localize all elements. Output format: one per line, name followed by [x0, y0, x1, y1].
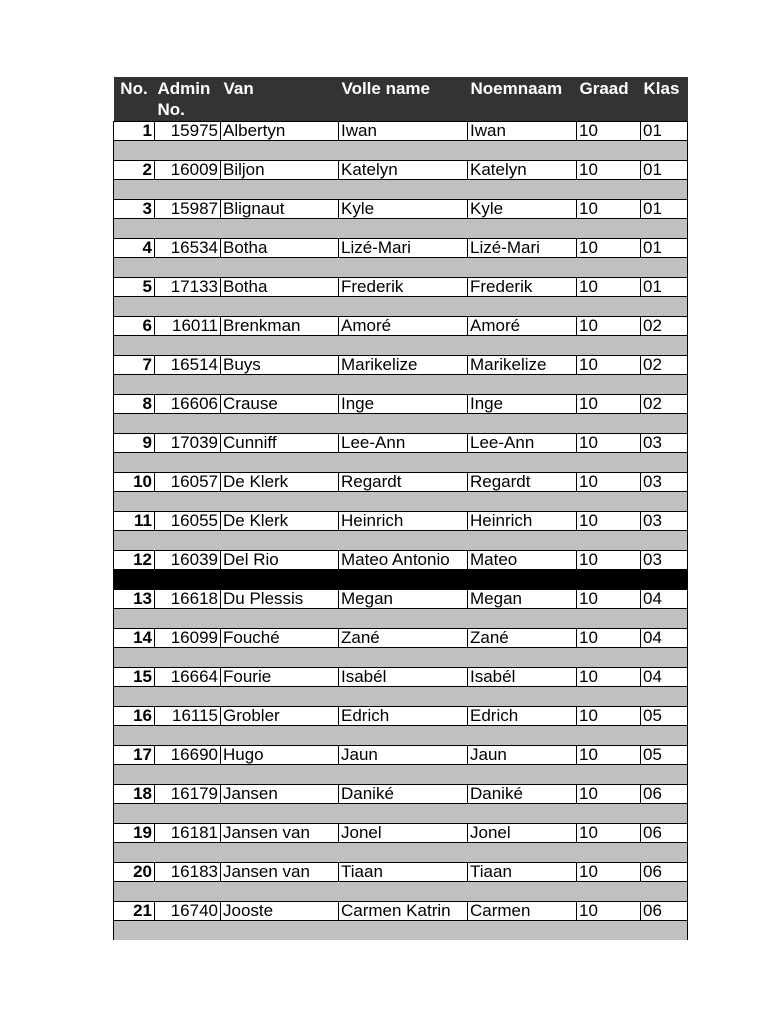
- cell-admin-no: 16039: [155, 551, 221, 570]
- table-row: [114, 629, 688, 648]
- cell-admin-no: 16690: [155, 746, 221, 765]
- row-separator: [114, 648, 688, 668]
- cell-noemnaam: Iwan: [468, 122, 577, 141]
- cell-klas: 03: [641, 473, 688, 492]
- cell-no: 3: [114, 200, 155, 219]
- separator-cell: [114, 804, 688, 824]
- cell-admin-no: 16009: [155, 161, 221, 180]
- cell-klas: 01: [641, 161, 688, 180]
- cell-noemnaam: Jaun: [468, 746, 577, 765]
- cell-van: Cunniff: [221, 434, 339, 453]
- cell-noemnaam: Regardt: [468, 473, 577, 492]
- cell-volle-name: Tiaan: [339, 863, 468, 882]
- table-row: [114, 278, 688, 297]
- cell-graad: 10: [577, 161, 641, 180]
- separator-cell: [114, 375, 688, 395]
- table-row: [114, 473, 688, 492]
- cell-klas: 05: [641, 746, 688, 765]
- cell-no: 21: [114, 902, 155, 921]
- cell-graad: 10: [577, 629, 641, 648]
- row-separator: [114, 180, 688, 200]
- cell-no: 2: [114, 161, 155, 180]
- cell-klas: 03: [641, 551, 688, 570]
- cell-klas: 06: [641, 785, 688, 804]
- row-separator: [114, 336, 688, 356]
- cell-van: Blignaut: [221, 200, 339, 219]
- row-separator: [114, 765, 688, 785]
- cell-graad: 10: [577, 239, 641, 258]
- cell-volle-name: Kyle: [339, 200, 468, 219]
- cell-noemnaam: Daniké: [468, 785, 577, 804]
- table-row: [114, 746, 688, 765]
- cell-van: Fouché: [221, 629, 339, 648]
- cell-admin-no: 15987: [155, 200, 221, 219]
- cell-no: 18: [114, 785, 155, 804]
- cell-volle-name: Daniké: [339, 785, 468, 804]
- cell-graad: 10: [577, 473, 641, 492]
- cell-noemnaam: Tiaan: [468, 863, 577, 882]
- row-separator: [114, 609, 688, 629]
- cell-volle-name: Isabél: [339, 668, 468, 687]
- cell-no: 8: [114, 395, 155, 414]
- cell-graad: 10: [577, 512, 641, 531]
- cell-graad: 10: [577, 590, 641, 609]
- cell-noemnaam: Lizé-Mari: [468, 239, 577, 258]
- cell-van: Botha: [221, 278, 339, 297]
- cell-volle-name: Zané: [339, 629, 468, 648]
- cell-klas: 04: [641, 590, 688, 609]
- row-separator: [114, 843, 688, 863]
- row-separator: [114, 219, 688, 239]
- table-row: [114, 902, 688, 921]
- cell-no: 5: [114, 278, 155, 297]
- cell-noemnaam: Jonel: [468, 824, 577, 843]
- cell-graad: 10: [577, 707, 641, 726]
- cell-van: Jansen van: [221, 863, 339, 882]
- cell-admin-no: 17133: [155, 278, 221, 297]
- table-body: [114, 122, 688, 941]
- cell-klas: 05: [641, 707, 688, 726]
- row-separator: [114, 453, 688, 473]
- learner-table: [113, 77, 688, 940]
- cell-volle-name: Mateo Antonio: [339, 551, 468, 570]
- row-separator: [114, 258, 688, 278]
- cell-klas: 01: [641, 200, 688, 219]
- cell-volle-name: Jaun: [339, 746, 468, 765]
- separator-cell: [114, 336, 688, 356]
- cell-no: 4: [114, 239, 155, 258]
- cell-no: 7: [114, 356, 155, 375]
- row-separator: [114, 141, 688, 161]
- row-separator: [114, 414, 688, 434]
- separator-cell: [114, 492, 688, 512]
- cell-noemnaam: Zané: [468, 629, 577, 648]
- cell-no: 11: [114, 512, 155, 531]
- cell-admin-no: 16606: [155, 395, 221, 414]
- table-row: [114, 551, 688, 570]
- cell-admin-no: 16055: [155, 512, 221, 531]
- cell-van: Buys: [221, 356, 339, 375]
- cell-volle-name: Frederik: [339, 278, 468, 297]
- cell-admin-no: 16181: [155, 824, 221, 843]
- table-row: [114, 707, 688, 726]
- row-separator: [114, 804, 688, 824]
- cell-no: 10: [114, 473, 155, 492]
- cell-van: Crause: [221, 395, 339, 414]
- cell-noemnaam: Marikelize: [468, 356, 577, 375]
- cell-no: 6: [114, 317, 155, 336]
- cell-van: Jansen van: [221, 824, 339, 843]
- cell-no: 9: [114, 434, 155, 453]
- header-no: No.: [114, 77, 155, 122]
- table-row: [114, 590, 688, 609]
- cell-klas: 06: [641, 902, 688, 921]
- separator-cell: [114, 609, 688, 629]
- table-row: [114, 863, 688, 882]
- cell-no: 19: [114, 824, 155, 843]
- header-admin-no: Admin No.: [155, 77, 221, 122]
- cell-noemnaam: Frederik: [468, 278, 577, 297]
- separator-cell: [114, 570, 688, 590]
- cell-klas: 06: [641, 863, 688, 882]
- cell-no: 15: [114, 668, 155, 687]
- cell-van: Du Plessis: [221, 590, 339, 609]
- separator-cell: [114, 258, 688, 278]
- cell-klas: 01: [641, 239, 688, 258]
- cell-van: Fourie: [221, 668, 339, 687]
- cell-graad: 10: [577, 434, 641, 453]
- cell-admin-no: 16618: [155, 590, 221, 609]
- table-row: [114, 122, 688, 141]
- cell-volle-name: Inge: [339, 395, 468, 414]
- cell-no: 1: [114, 122, 155, 141]
- row-separator: [114, 726, 688, 746]
- table-row: [114, 239, 688, 258]
- cell-no: 17: [114, 746, 155, 765]
- separator-cell: [114, 414, 688, 434]
- cell-volle-name: Lee-Ann: [339, 434, 468, 453]
- cell-admin-no: 16514: [155, 356, 221, 375]
- table-row: [114, 317, 688, 336]
- cell-no: 12: [114, 551, 155, 570]
- cell-graad: 10: [577, 863, 641, 882]
- cell-admin-no: 15975: [155, 122, 221, 141]
- row-separator: [114, 570, 688, 590]
- separator-cell: [114, 297, 688, 317]
- separator-cell: [114, 453, 688, 473]
- row-separator: [114, 921, 688, 941]
- cell-noemnaam: Carmen: [468, 902, 577, 921]
- cell-admin-no: 16099: [155, 629, 221, 648]
- cell-admin-no: 16534: [155, 239, 221, 258]
- separator-cell: [114, 765, 688, 785]
- cell-klas: 06: [641, 824, 688, 843]
- row-separator: [114, 687, 688, 707]
- separator-cell: [114, 531, 688, 551]
- separator-cell: [114, 219, 688, 239]
- table-row: [114, 785, 688, 804]
- cell-van: De Klerk: [221, 512, 339, 531]
- cell-graad: 10: [577, 824, 641, 843]
- header-klas: Klas: [641, 77, 688, 122]
- cell-klas: 01: [641, 122, 688, 141]
- separator-cell: [114, 687, 688, 707]
- cell-van: Brenkman: [221, 317, 339, 336]
- header-row: [114, 77, 688, 122]
- cell-admin-no: 16183: [155, 863, 221, 882]
- cell-klas: 02: [641, 356, 688, 375]
- cell-admin-no: 16057: [155, 473, 221, 492]
- cell-van: Jooste: [221, 902, 339, 921]
- cell-van: Biljon: [221, 161, 339, 180]
- cell-volle-name: Carmen Katrin: [339, 902, 468, 921]
- cell-volle-name: Edrich: [339, 707, 468, 726]
- cell-no: 13: [114, 590, 155, 609]
- cell-admin-no: 16664: [155, 668, 221, 687]
- row-separator: [114, 531, 688, 551]
- separator-cell: [114, 921, 688, 941]
- table-row: [114, 824, 688, 843]
- cell-graad: 10: [577, 200, 641, 219]
- separator-cell: [114, 648, 688, 668]
- cell-klas: 04: [641, 668, 688, 687]
- table-row: [114, 512, 688, 531]
- separator-cell: [114, 180, 688, 200]
- cell-volle-name: Marikelize: [339, 356, 468, 375]
- cell-graad: 10: [577, 278, 641, 297]
- cell-volle-name: Regardt: [339, 473, 468, 492]
- cell-volle-name: Heinrich: [339, 512, 468, 531]
- cell-klas: 04: [641, 629, 688, 648]
- cell-klas: 03: [641, 512, 688, 531]
- cell-noemnaam: Lee-Ann: [468, 434, 577, 453]
- cell-noemnaam: Inge: [468, 395, 577, 414]
- row-separator: [114, 375, 688, 395]
- cell-admin-no: 16115: [155, 707, 221, 726]
- table-row: [114, 434, 688, 453]
- cell-admin-no: 16011: [155, 317, 221, 336]
- cell-no: 16: [114, 707, 155, 726]
- cell-van: Albertyn: [221, 122, 339, 141]
- cell-graad: 10: [577, 668, 641, 687]
- header-volle-name: Volle name: [339, 77, 468, 122]
- cell-admin-no: 16740: [155, 902, 221, 921]
- header-graad: Graad: [577, 77, 641, 122]
- table-row: [114, 161, 688, 180]
- separator-cell: [114, 843, 688, 863]
- cell-noemnaam: Edrich: [468, 707, 577, 726]
- cell-noemnaam: Megan: [468, 590, 577, 609]
- cell-graad: 10: [577, 317, 641, 336]
- cell-volle-name: Katelyn: [339, 161, 468, 180]
- row-separator: [114, 297, 688, 317]
- cell-graad: 10: [577, 902, 641, 921]
- cell-volle-name: Iwan: [339, 122, 468, 141]
- cell-noemnaam: Katelyn: [468, 161, 577, 180]
- cell-klas: 03: [641, 434, 688, 453]
- cell-admin-no: 17039: [155, 434, 221, 453]
- cell-graad: 10: [577, 395, 641, 414]
- cell-graad: 10: [577, 746, 641, 765]
- cell-volle-name: Amoré: [339, 317, 468, 336]
- header-van: Van: [221, 77, 339, 122]
- cell-graad: 10: [577, 356, 641, 375]
- cell-noemnaam: Amoré: [468, 317, 577, 336]
- cell-noemnaam: Mateo: [468, 551, 577, 570]
- cell-klas: 02: [641, 317, 688, 336]
- table-row: [114, 200, 688, 219]
- cell-no: 14: [114, 629, 155, 648]
- header-noemnaam: Noemnaam: [468, 77, 577, 122]
- table-row: [114, 668, 688, 687]
- separator-cell: [114, 882, 688, 902]
- cell-van: Hugo: [221, 746, 339, 765]
- cell-van: Grobler: [221, 707, 339, 726]
- row-separator: [114, 492, 688, 512]
- cell-graad: 10: [577, 551, 641, 570]
- separator-cell: [114, 726, 688, 746]
- table-row: [114, 356, 688, 375]
- cell-van: Del Rio: [221, 551, 339, 570]
- separator-cell: [114, 141, 688, 161]
- cell-admin-no: 16179: [155, 785, 221, 804]
- cell-van: Botha: [221, 239, 339, 258]
- cell-no: 20: [114, 863, 155, 882]
- cell-graad: 10: [577, 122, 641, 141]
- cell-volle-name: Megan: [339, 590, 468, 609]
- class-list-sheet: [113, 77, 687, 940]
- cell-noemnaam: Heinrich: [468, 512, 577, 531]
- cell-klas: 02: [641, 395, 688, 414]
- cell-van: Jansen: [221, 785, 339, 804]
- cell-graad: 10: [577, 785, 641, 804]
- row-separator: [114, 882, 688, 902]
- cell-volle-name: Lizé-Mari: [339, 239, 468, 258]
- cell-van: De Klerk: [221, 473, 339, 492]
- cell-noemnaam: Kyle: [468, 200, 577, 219]
- cell-klas: 01: [641, 278, 688, 297]
- cell-noemnaam: Isabél: [468, 668, 577, 687]
- cell-volle-name: Jonel: [339, 824, 468, 843]
- table-row: [114, 395, 688, 414]
